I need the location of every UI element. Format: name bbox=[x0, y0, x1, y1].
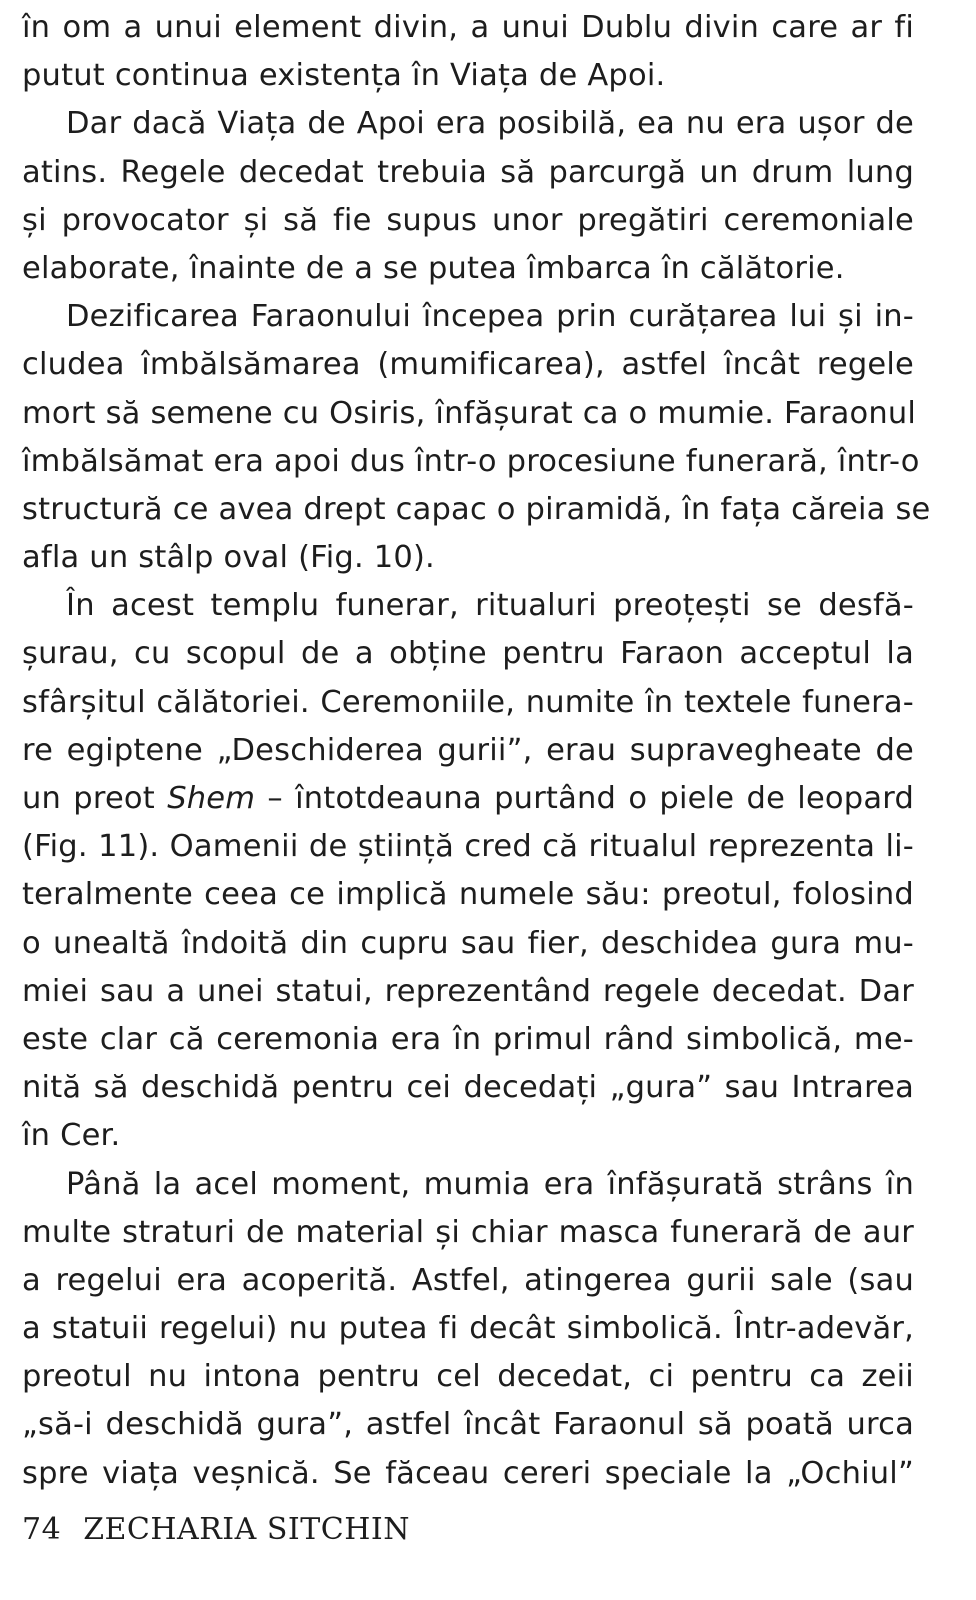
text-line-29: preotul nu intona pentru cel decedat, ci pentru ca zeii bbox=[22, 1359, 914, 1395]
text-line-26: multe straturi de material și chiar masca funerară de aur bbox=[22, 1214, 914, 1250]
text-line-19: teralmente ceea ce implică numele său: preotul, folosind bbox=[22, 877, 914, 913]
text-line-7: Dezificarea Faraonului începea prin curățarea lui și in- bbox=[66, 299, 914, 335]
text-line-2: putut continua existența în Viața de Apoi. bbox=[22, 58, 666, 94]
page-number: 74 bbox=[22, 1512, 62, 1547]
text-line-20: o unealtă îndoită din cupru sau fier, deschidea gura mu- bbox=[22, 925, 914, 961]
shem-line-before: un preot bbox=[22, 781, 168, 816]
text-line-24: în Cer. bbox=[22, 1118, 121, 1154]
book-page-text bbox=[22, 4, 931, 1498]
text-line-8: cludea îmbălsămarea (mumificarea), astfel încât regele bbox=[22, 347, 914, 383]
text-line-9: mort să semene cu Osiris, înfășurat ca o mumie. Faraonul bbox=[22, 395, 917, 431]
shem-italic-term: Shem bbox=[167, 781, 256, 816]
text-line-5: și provocator și să fie supus unor pregătiri ceremoniale bbox=[22, 202, 914, 238]
text-line-6: elaborate, înainte de a se putea îmbarca în călătorie. bbox=[22, 250, 845, 286]
text-line-22: este clar că ceremonia era în primul rând simbolică, me- bbox=[22, 1021, 914, 1057]
text-line-15: sfârșitul călătoriei. Ceremoniile, numite în textele funera- bbox=[22, 684, 914, 720]
page-footer bbox=[22, 1512, 410, 1547]
text-line-1: în om a unui element divin, a unui Dublu divin care ar fi bbox=[22, 10, 914, 45]
text-line-27: a regelui era acoperită. Astfel, atingerea gurii sale (sau bbox=[22, 1262, 914, 1298]
text-line-28: a statuii regelui) nu putea fi decât simbolică. Într-adevăr, bbox=[22, 1311, 914, 1347]
text-line-12: afla un stâlp oval (Fig. 10). bbox=[22, 540, 435, 576]
text-line-10: îmbălsămat era apoi dus într-o procesiune funerară, într-o bbox=[22, 443, 920, 479]
text-line-23: nită să deschidă pentru cei decedați „gura” sau Intrarea bbox=[22, 1070, 914, 1106]
text-line-18: (Fig. 11). Oamenii de știință cred că ritualul reprezenta li- bbox=[22, 829, 914, 865]
text-line-30: „să-i deschidă gura”, astfel încât Faraonul să poată urca bbox=[22, 1407, 914, 1443]
text-line-21: miei sau a unei statui, reprezentând regele decedat. Dar bbox=[22, 973, 914, 1009]
text-line-25: Până la acel moment, mumia era înfășurată strâns în bbox=[66, 1166, 914, 1202]
running-header-author: ZECHARIA SITCHIN bbox=[83, 1512, 410, 1547]
text-line-11: structură ce avea drept capac o piramidă, în fața căreia se bbox=[22, 491, 931, 527]
text-line-4: atins. Regele decedat trebuia să parcurgă un drum lung bbox=[22, 154, 914, 190]
text-line-17-shem bbox=[22, 775, 914, 823]
text-line-16: re egiptene „Deschiderea gurii”, erau supravegheate de bbox=[22, 732, 914, 768]
shem-line-after: – întotdeauna purtând o piele de leopard bbox=[255, 781, 915, 816]
text-line-3: Dar dacă Viața de Apoi era posibilă, ea nu era ușor de bbox=[66, 106, 914, 142]
text-line-14: șurau, cu scopul de a obține pentru Faraon acceptul la bbox=[22, 636, 914, 672]
text-line-31: spre viața veșnică. Se făceau cereri speciale la „Ochiul” bbox=[22, 1455, 914, 1491]
text-line-13: În acest templu funerar, ritualuri preoțești se desfă- bbox=[66, 588, 914, 624]
